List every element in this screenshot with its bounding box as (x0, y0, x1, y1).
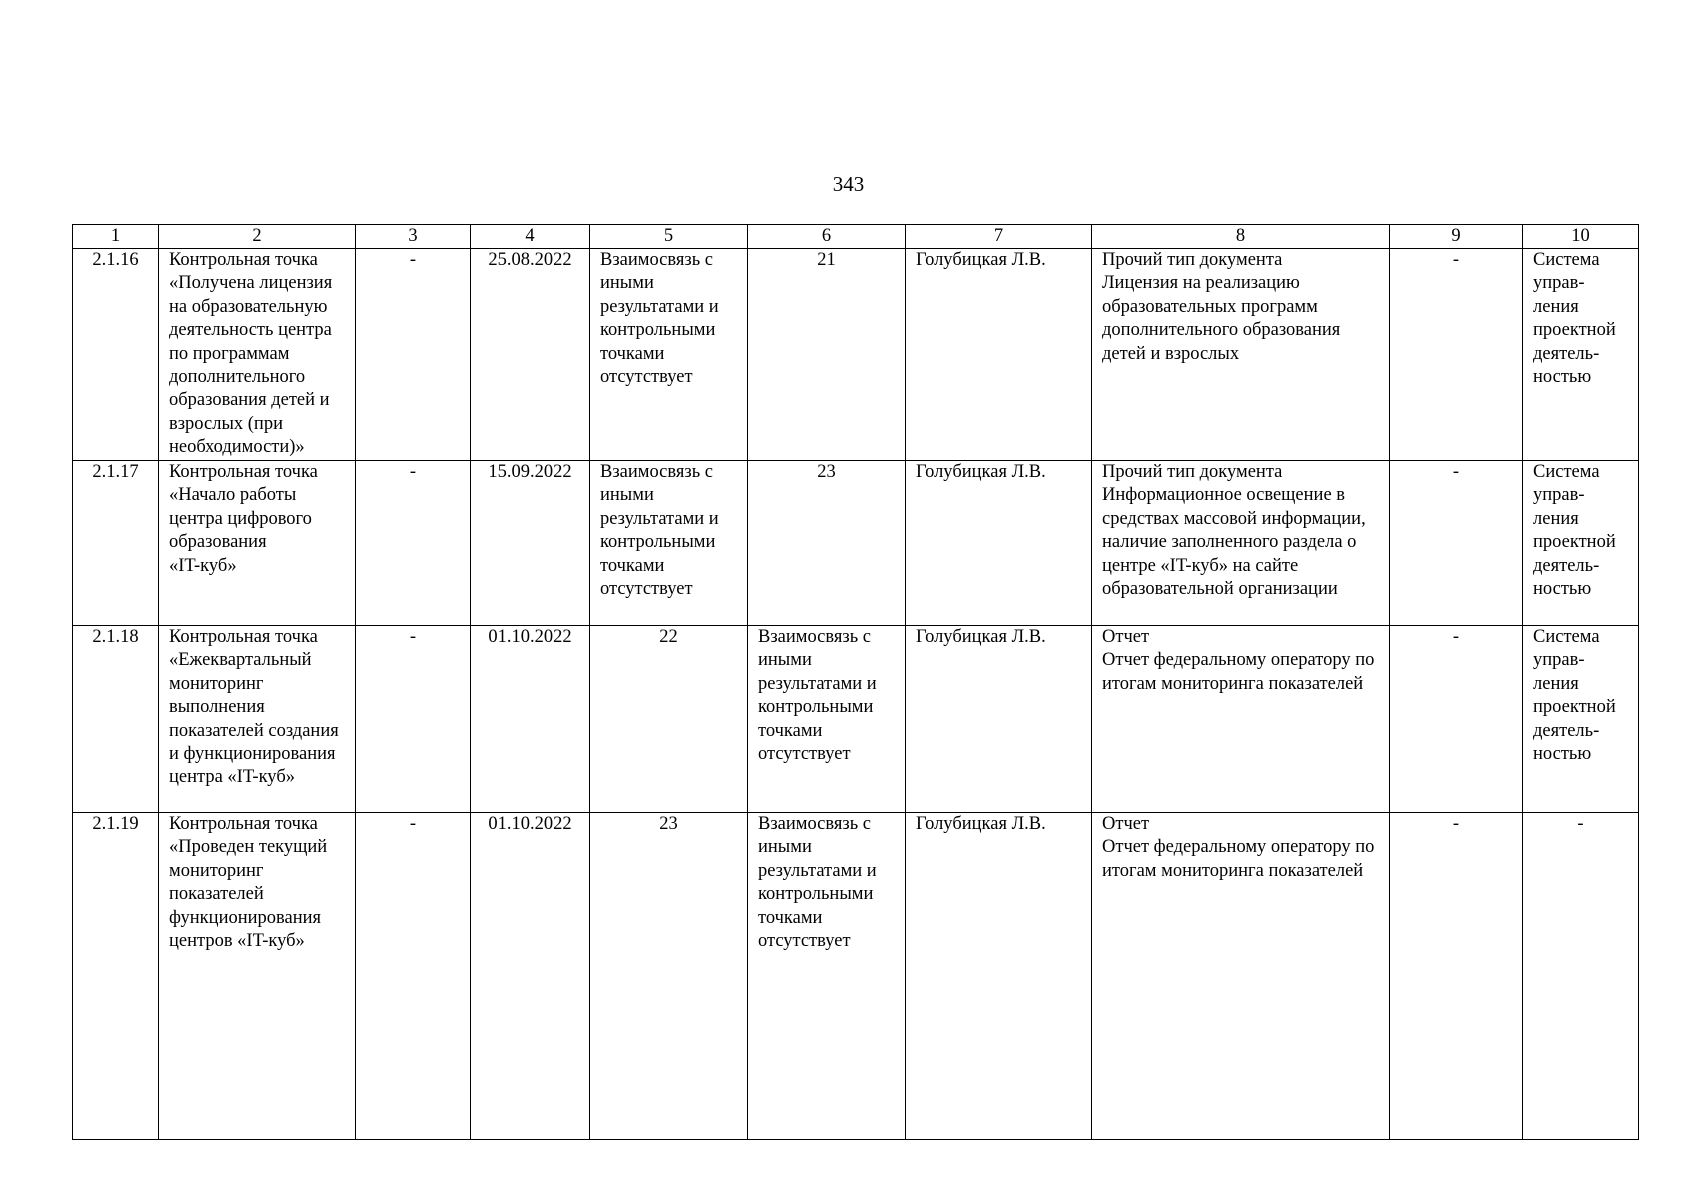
checkpoint-table (72, 224, 1639, 1140)
column-header-3: 3 (356, 225, 471, 249)
document-cell: Отчет Отчет федеральному оператору по итогам мониторинга показателей (1092, 626, 1390, 813)
cell-col-9: - (1390, 461, 1523, 626)
cell-col-6: 21 (748, 249, 906, 461)
column-header-9: 9 (1390, 225, 1523, 249)
column-header-4: 4 (471, 225, 590, 249)
information-system-cell: Система управ- ления проектной деятель- ностью (1523, 461, 1639, 626)
table-header-row (73, 225, 1639, 249)
cell-col-5: 23 (590, 813, 748, 1140)
date-cell: 25.08.2022 (471, 249, 590, 461)
information-system-cell: Система управ- ления проектной деятель- ностью (1523, 249, 1639, 461)
cell-col-3: - (356, 249, 471, 461)
cell-col-3: - (356, 461, 471, 626)
cell-col-9: - (1390, 626, 1523, 813)
cell-col-9: - (1390, 249, 1523, 461)
date-cell: 01.10.2022 (471, 813, 590, 1140)
cell-col-6: Взаимосвязь с иными результатами и контрольными точками отсутствует (748, 626, 906, 813)
item-number: 2.1.17 (73, 461, 159, 626)
checkpoint-name: Контрольная точка «Ежеквартальный мониторинг выполнения показателей создания и функционирования центра «IT-куб» (159, 626, 356, 813)
column-header-8: 8 (1092, 225, 1390, 249)
responsible-cell: Голубицкая Л.В. (906, 813, 1092, 1140)
column-header-1: 1 (73, 225, 159, 249)
page-number: 343 (832, 172, 865, 196)
cell-col-3: - (356, 813, 471, 1140)
information-system-cell: - (1523, 813, 1639, 1140)
column-header-5: 5 (590, 225, 748, 249)
column-header-2: 2 (159, 225, 356, 249)
cell-col-6: 23 (748, 461, 906, 626)
cell-col-6: Взаимосвязь с иными результатами и контрольными точками отсутствует (748, 813, 906, 1140)
cell-col-3: - (356, 626, 471, 813)
cell-col-9: - (1390, 813, 1523, 1140)
cell-col-5: 22 (590, 626, 748, 813)
table-row (73, 813, 1639, 1140)
column-header-10: 10 (1523, 225, 1639, 249)
column-header-6: 6 (748, 225, 906, 249)
checkpoint-name: Контрольная точка «Начало работы центра цифрового образования «IT-куб» (159, 461, 356, 626)
table-row (73, 626, 1639, 813)
document-cell: Прочий тип документа Информационное освещение в средствах массовой информации, наличие заполненного раздела о центре «IT-куб» на сайте образовательной организации (1092, 461, 1390, 626)
cell-col-5: Взаимосвязь с иными результатами и контрольными точками отсутствует (590, 249, 748, 461)
item-number: 2.1.16 (73, 249, 159, 461)
item-number: 2.1.19 (73, 813, 159, 1140)
checkpoint-name: Контрольная точка «Проведен текущий мониторинг показателей функционирования центров «IT-куб» (159, 813, 356, 1140)
responsible-cell: Голубицкая Л.В. (906, 626, 1092, 813)
item-number: 2.1.18 (73, 626, 159, 813)
date-cell: 15.09.2022 (471, 461, 590, 626)
document-cell: Прочий тип документа Лицензия на реализацию образовательных программ дополнительного образования детей и взрослых (1092, 249, 1390, 461)
cell-col-5: Взаимосвязь с иными результатами и контрольными точками отсутствует (590, 461, 748, 626)
column-header-7: 7 (906, 225, 1092, 249)
information-system-cell: Система управ- ления проектной деятель- ностью (1523, 626, 1639, 813)
checkpoint-name: Контрольная точка «Получена лицензия на образовательную деятельность центра по программам дополнительного образования детей и взрослых (при необходимости)» (159, 249, 356, 461)
table-row (73, 461, 1639, 626)
table-row (73, 249, 1639, 461)
responsible-cell: Голубицкая Л.В. (906, 461, 1092, 626)
date-cell: 01.10.2022 (471, 626, 590, 813)
document-cell: Отчет Отчет федеральному оператору по итогам мониторинга показателей (1092, 813, 1390, 1140)
responsible-cell: Голубицкая Л.В. (906, 249, 1092, 461)
